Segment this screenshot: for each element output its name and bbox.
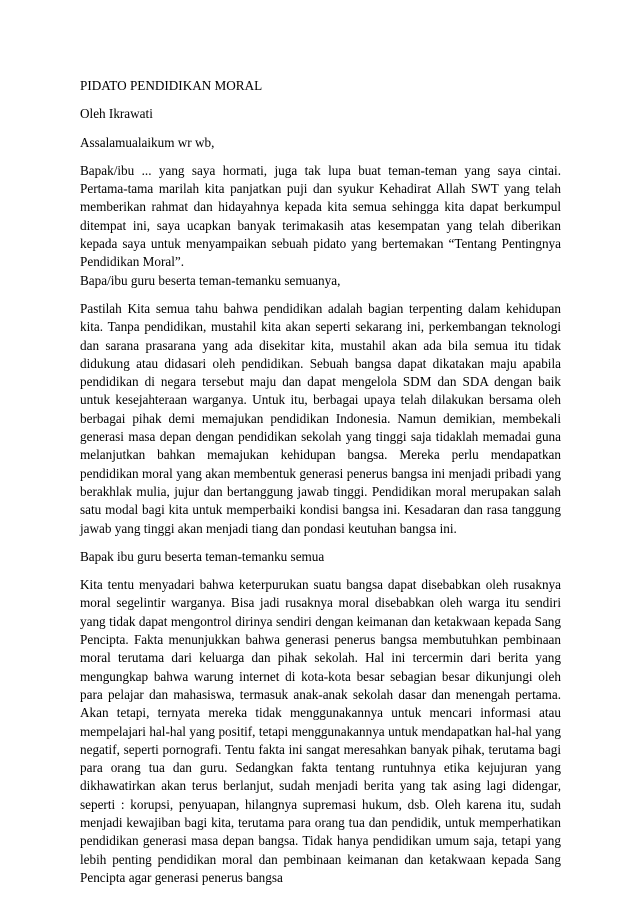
document-title: PIDATO PENDIDIKAN MORAL bbox=[80, 78, 263, 93]
document-author: Oleh Ikrawati bbox=[80, 106, 153, 122]
address-line-2: Bapak ibu guru beserta teman-temanku semua bbox=[80, 548, 325, 564]
document-page bbox=[80, 77, 561, 887]
greeting: Assalamualaikum wr wb, bbox=[80, 134, 215, 150]
opening-paragraph: Bapak/ibu ... yang saya hormati, juga tak lupa buat teman-teman yang saya cintai. Pertama-tama marilah kita panjatkan puji dan syukur Kehadirat Allah SWT yang telah memberikan rahmat dan hidayahnya kepada kita semua sehingga kita dapat berkumpul ditempat ini, saya ucapkan banyak terimakasih atas kesempatan yang telah diberikan kepada saya untuk menyampaikan sebuah pidato yang bertemakan “Tentang Pentingnya Pendidikan Moral”. bbox=[80, 162, 561, 270]
address-line-1: Bapa/ibu guru beserta teman-temanku semuanya, bbox=[80, 272, 341, 288]
opening-block bbox=[80, 162, 561, 290]
paragraph-education: Pastilah Kita semua tahu bahwa pendidikan adalah bagian terpenting dalam kehidupan kita. Tanpa pendidikan, mustahil kita akan seperti sekarang ini, perkembangan teknologi dan sarana prasarana yang ada disekitar kita, mustahil akan ada bila semua itu tidak didukung atau didasari oleh pendidikan. Sebuah bangsa dapat dikatakan maju apabila pendidikan di negara tersebut maju dan dapat mengelola SDM dan SDA dengan baik untuk kesejahteraan warganya. Untuk itu, berbagai upaya telah dilakukan bersama oleh berbagai pihak demi memajukan pendidikan Indonesia. Namun demikian, membekali generasi masa depan dengan pendidikan sekolah yang tinggi saja tidaklah memadai guna melanjutkan bahkan memajukan kehidupan bangsa. Mereka perlu mendapatkan pendidikan moral yang akan membentuk generasi penerus bangsa ini menjadi pribadi yang berakhlak mulia, jujur dan bertanggung jawab tinggi. Pendidikan moral merupakan salah satu modal bagi kita untuk memperbaiki kondisi bangsa ini. Kesadaran dan rasa tanggung jawab yang tinggi akan menjadi tiang dan pondasi keutuhan bangsa ini. bbox=[80, 300, 561, 536]
paragraph-moral: Kita tentu menyadari bahwa keterpurukan suatu bangsa dapat disebabkan oleh rusaknya moral segelintir warganya. Bisa jadi rusaknya moral disebabkan oleh warga itu sendiri yang tidak dapat mengontrol dirinya sendiri dengan keimanan dan ketakwaan kepada Sang Pencipta. Fakta menunjukkan bahwa generasi penerus bangsa membutuhkan pembinaan moral terutama dari keluarga dan pihak sekolah. Hal ini tercermin dari berita yang mengungkap bahwa warung internet di kota-kota besar sebagian besar dikunjungi oleh para pelajar dan mahasiswa, termasuk anak-anak sekolah dasar dan menengah pertama. Akan tetapi, ternyata mereka tidak menggunakannya untuk mencari informasi atau mempelajari hal-hal yang positif, tetapi menggunakannya untuk mendapatkan hal-hal yang negatif, seperti pornografi. Tentu fakta ini sangat meresahkan banyak pihak, terutama bagi para orang tua dan guru. Sedangkan fakta tentang runtuhnya etika kejujuran yang dikhawatirkan akan terus berlanjut, sudah menjadi berita yang tak asing lagi didengar, seperti : korupsi, penyuapan, hilangnya supremasi hukum, dsb. Oleh karena itu, sudah menjadi kewajiban bagi kita, terutama para orang tua dan pendidik, untuk memperhatikan pendidikan generasi masa depan bangsa. Tidak hanya pendidikan umum saja, tetapi yang lebih penting pendidikan moral dan pembinaan keimanan dan ketakwaan kepada Sang Pencipta agar generasi penerus bangsa bbox=[80, 577, 561, 885]
